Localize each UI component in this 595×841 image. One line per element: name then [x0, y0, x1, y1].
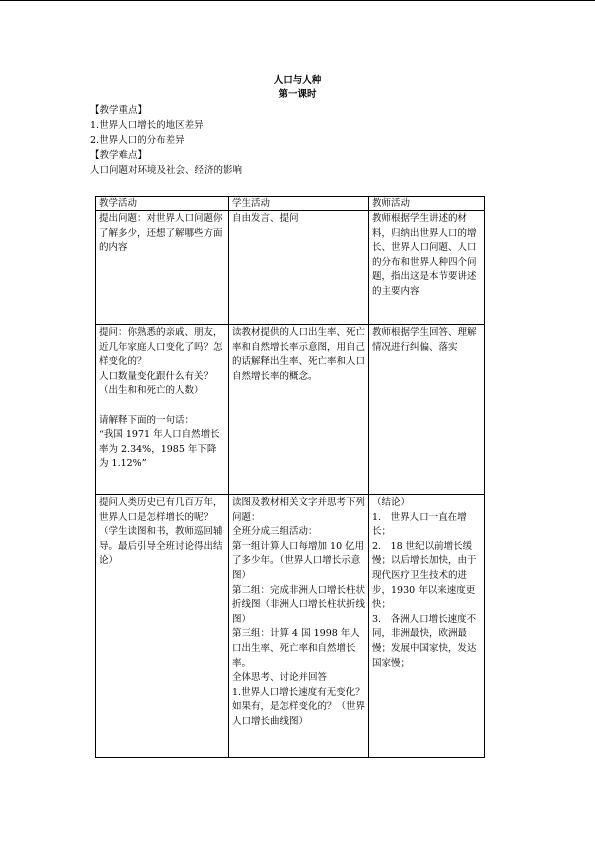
lesson-table: [95, 196, 485, 758]
table-cell: （结论） 1. 世界人口一直在增长； 2. 18 世纪以前增长缓慢；以后增长加快，由于现代医疗卫生技术的进步，1930 年以来速度更快； 3. 各洲人口增长速度不同，非洲最快，欧洲最慢；发展中国家快，发达国家慢；: [369, 495, 485, 758]
document-title: 人口与人种: [273, 75, 322, 86]
section-heading-difficulties: 【教学难点】: [90, 150, 148, 161]
key-point-1: 1.世界人口增长的地区差异: [90, 120, 204, 131]
table-cell: 读图及教材相关文字并思考下列问题： 全班分成三组活动： 第一组计算人口每增加 10 亿用了多少年。（世界人口增长示意图） 第二组：完成非洲人口增长柱状折线图（非洲人口增长柱状折线图） 第三组：计算 4 国 1998 年人口出生率、死亡率和自然增长率。 全体思考、讨论并回答 1.世界人口增长速度有无变化？如果有，是怎样变化的？（世界人口增长曲线图）: [229, 495, 369, 758]
header-teaching-activity: 教学活动: [96, 197, 229, 211]
table-cell: 提问：你熟悉的亲戚、朋友，近几年家庭人口变化了吗？怎样变化的？ 人口数量变化跟什么有关？（出生和和死亡的人数） 请解释下面的一句话： “我国 1971 年人口自然增长率为 2.34%，1985 年下降为 1.12%”: [96, 325, 229, 495]
header-teacher-activity: 教师活动: [369, 197, 485, 211]
section-heading-key-points: 【教学重点】: [90, 105, 148, 116]
table-cell: 读教材提供的人口出生率、死亡率和自然增长率示意图，用自己的话解释出生率、死亡率和人口自然增长率的概念。: [229, 325, 369, 495]
table-cell: 提问人类历史已有几百万年，世界人口是怎样增长的呢？ （学生读图和书，教师巡回辅导。最后引导全班讨论得出结论）: [96, 495, 229, 758]
document-subtitle: 第一课时: [278, 89, 317, 100]
table-cell: 教师根据学生讲述的材料，归纳出世界人口的增长、世界人口问题、人口的分布和世界人种四个问题，指出这是本节要讲述的主要内容: [369, 211, 485, 325]
table-row: [96, 211, 485, 325]
intro-section: [90, 103, 242, 178]
page-top-border: [0, 0, 595, 1]
table-header-row: [96, 197, 485, 211]
table-row: [96, 325, 485, 495]
key-point-2: 2.世界人口的分布差异: [90, 135, 185, 146]
table-cell: 教师根据学生回答、理解情况进行纠偏、落实: [369, 325, 485, 495]
header-student-activity: 学生活动: [229, 197, 369, 211]
table-row: [96, 495, 485, 758]
table-cell: 自由发言、提问: [229, 211, 369, 325]
difficulty-1: 人口问题对环境及社会、经济的影响: [90, 165, 243, 176]
table-cell: 提出问题：对世界人口问题你了解多少，还想了解哪些方面的内容: [96, 211, 229, 325]
